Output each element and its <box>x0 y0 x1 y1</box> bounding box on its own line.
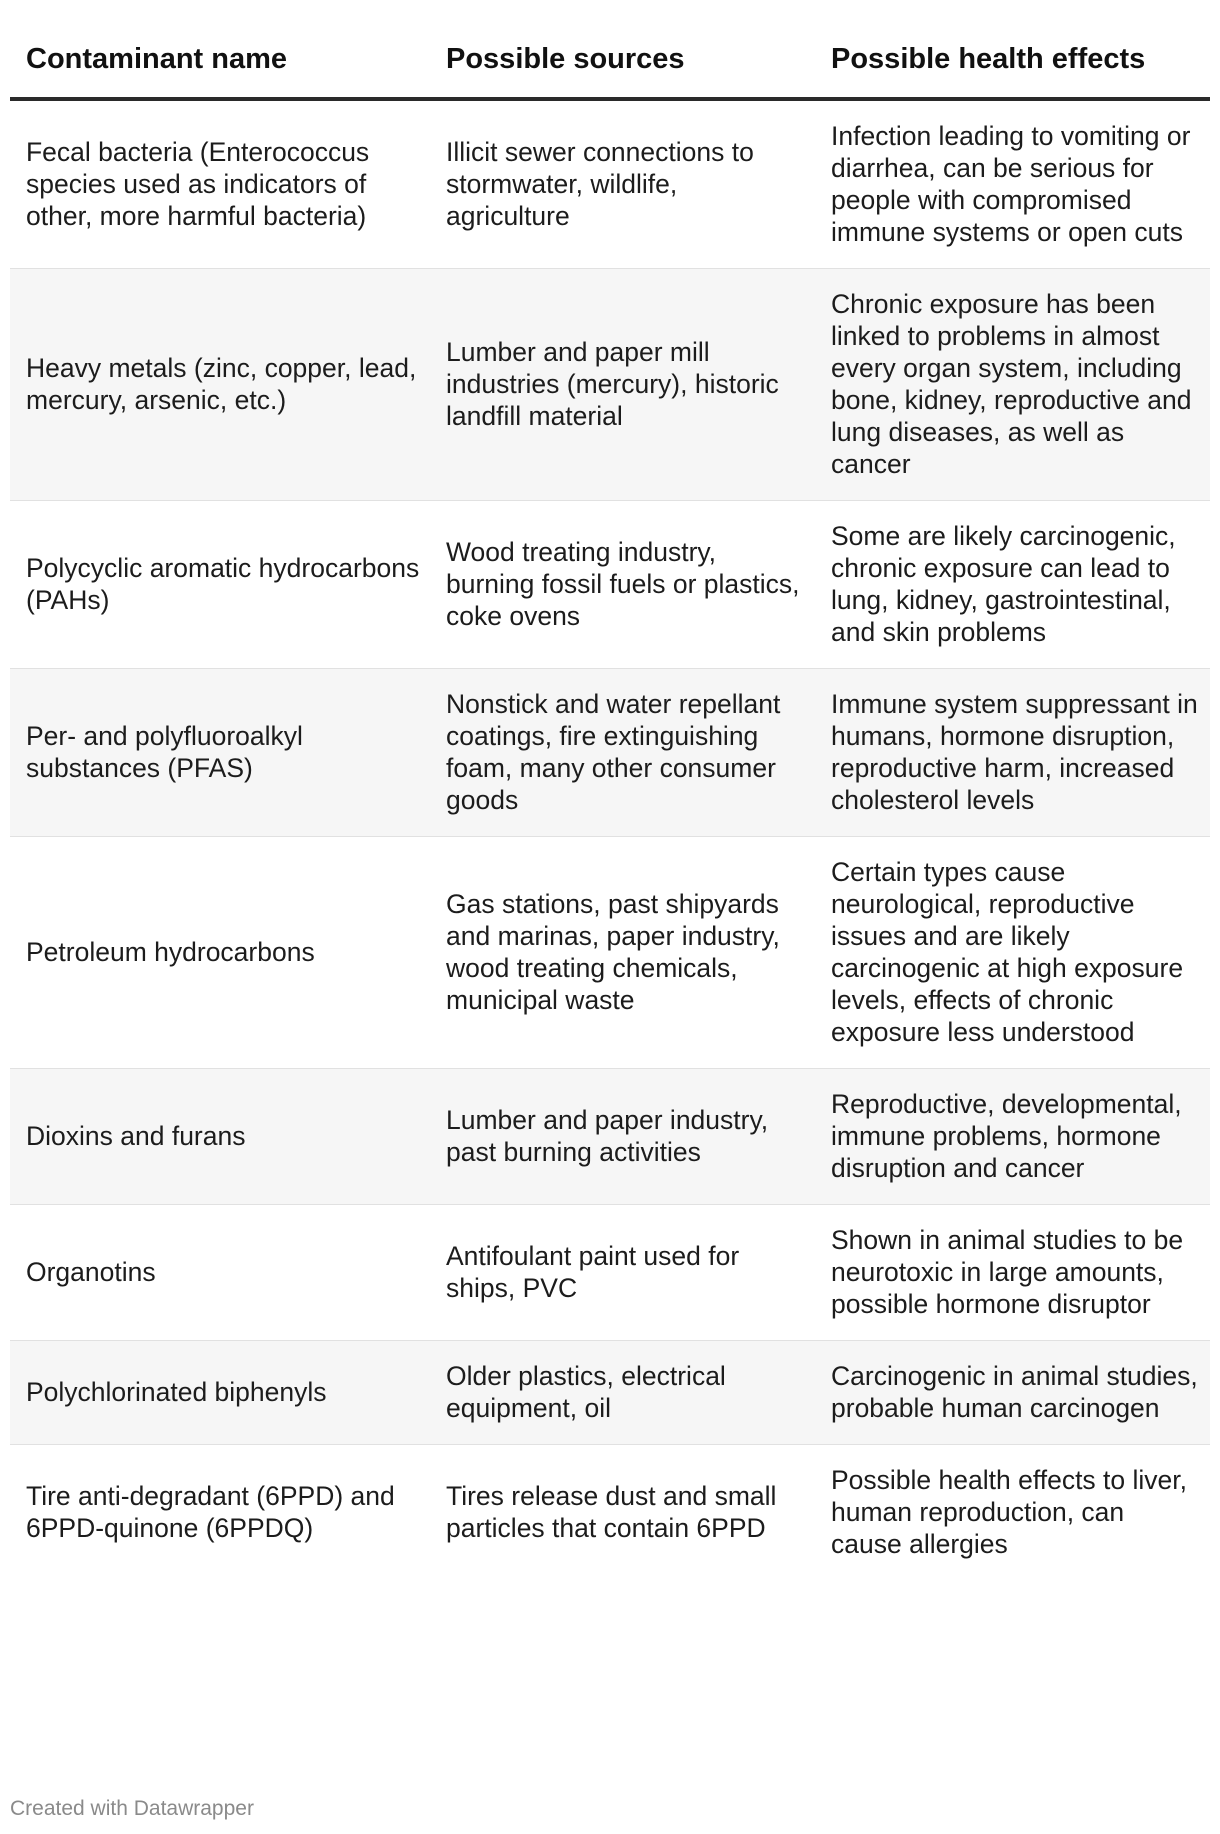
table-row <box>10 269 1210 501</box>
cell-contaminant-name: Polycyclic aromatic hydrocarbons (PAHs) <box>10 501 430 669</box>
cell-possible-sources: Antifoulant paint used for ships, PVC <box>430 1205 815 1341</box>
cell-possible-health-effects: Carcinogenic in animal studies, probable human carcinogen <box>815 1341 1210 1445</box>
contaminants-table <box>10 22 1210 1580</box>
cell-contaminant-name: Organotins <box>10 1205 430 1341</box>
table-row <box>10 501 1210 669</box>
cell-possible-health-effects: Reproductive, developmental, immune problems, hormone disruption and cancer <box>815 1069 1210 1205</box>
cell-contaminant-name: Per- and polyfluoroalkyl substances (PFAS) <box>10 669 430 837</box>
cell-possible-sources: Older plastics, electrical equipment, oil <box>430 1341 815 1445</box>
cell-possible-sources: Tires release dust and small particles that contain 6PPD <box>446 1481 777 1543</box>
header-contaminant-name[interactable]: Contaminant name <box>10 22 430 99</box>
cell-possible-sources: Illicit sewer connections to stormwater, wildlife, agriculture <box>430 99 815 269</box>
header-possible-health-effects[interactable]: Possible health effects <box>815 22 1210 99</box>
cell-possible-health-effects: Immune system suppressant in humans, hormone disruption, reproductive harm, increased cholesterol levels <box>815 669 1210 837</box>
cell-possible-sources: Lumber and paper mill industries (mercury), historic landfill material <box>430 269 815 501</box>
table-row <box>10 99 1210 269</box>
table-row <box>10 1205 1210 1341</box>
header-row <box>10 22 1210 99</box>
table-row <box>10 1069 1210 1205</box>
cell-possible-health-effects: Chronic exposure has been linked to problems in almost every organ system, including bone, kidney, reproductive and lung diseases, as well as cancer <box>815 269 1210 501</box>
cell-possible-health-effects: Certain types cause neurological, reproductive issues and are likely carcinogenic at high exposure levels, effects of chronic exposure less understood <box>815 837 1210 1069</box>
cell-contaminant-name: Tire anti-degradant (6PPD) and 6PPD-quinone (6PPDQ) <box>26 1481 395 1543</box>
table-header <box>10 22 1210 99</box>
cell-possible-sources: Wood treating industry, burning fossil fuels or plastics, coke ovens <box>430 501 815 669</box>
cell-contaminant-name: Dioxins and furans <box>10 1069 430 1205</box>
datawrapper-credit[interactable]: Created with Datawrapper <box>10 1797 254 1820</box>
cell-contaminant-name: Heavy metals (zinc, copper, lead, mercury, arsenic, etc.) <box>10 269 430 501</box>
contaminants-table-container <box>10 22 1210 1580</box>
cell-possible-health-effects: Some are likely carcinogenic, chronic exposure can lead to lung, kidney, gastrointestinal, and skin problems <box>815 501 1210 669</box>
cell-contaminant-name: Polychlorinated biphenyls <box>10 1341 430 1445</box>
header-possible-sources[interactable]: Possible sources <box>430 22 815 99</box>
table-body <box>10 99 1210 1580</box>
cell-possible-sources: Nonstick and water repellant coatings, fire extinguishing foam, many other consumer goods <box>430 669 815 837</box>
cell-possible-health-effects: Shown in animal studies to be neurotoxic in large amounts, possible hormone disruptor <box>815 1205 1210 1341</box>
cell-possible-health-effects: Infection leading to vomiting or diarrhea, can be serious for people with compromised immune systems or open cuts <box>815 99 1210 269</box>
cell-possible-health-effects: Possible health effects to liver, human reproduction, can cause allergies <box>831 1465 1187 1559</box>
cell-contaminant-name: Fecal bacteria (Enterococcus species used as indicators of other, more harmful bacteria) <box>10 99 430 269</box>
table-row <box>10 1445 1210 1581</box>
table-row <box>10 837 1210 1069</box>
cell-possible-sources: Gas stations, past shipyards and marinas, paper industry, wood treating chemicals, municipal waste <box>430 837 815 1069</box>
table-row <box>10 669 1210 837</box>
table-row <box>10 1341 1210 1445</box>
cell-contaminant-name: Petroleum hydrocarbons <box>10 837 430 1069</box>
cell-possible-sources: Lumber and paper industry, past burning activities <box>430 1069 815 1205</box>
